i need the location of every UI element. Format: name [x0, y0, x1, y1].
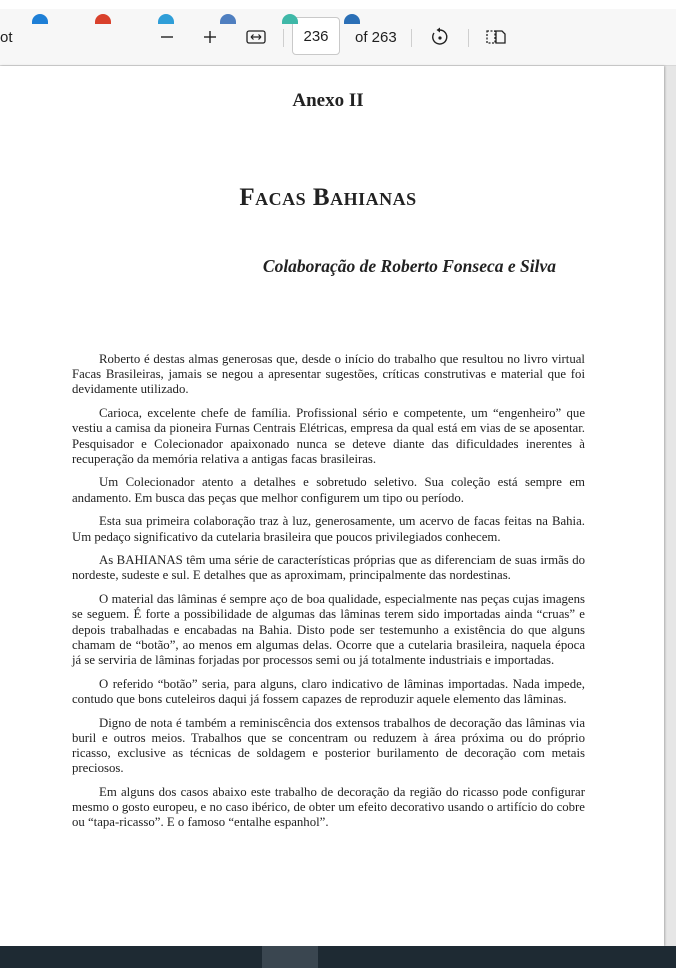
- pdf-page: [0, 66, 664, 946]
- taskbar-app-icon[interactable]: [158, 14, 174, 24]
- chapter-title: Facas Bahianas: [239, 184, 417, 211]
- taskbar-app-icon[interactable]: [95, 14, 111, 24]
- page-view-button[interactable]: [483, 24, 509, 50]
- body-text: [72, 352, 585, 839]
- window-top-strip: [0, 0, 676, 9]
- zoom-out-button[interactable]: [154, 24, 180, 50]
- total-pages-label: of 263: [355, 29, 397, 46]
- paragraph: As BAHIANAS têm uma série de características próprias que as diferenciam de suas irmãs do nordeste, sudeste e sul. E detalhes que as aproximam, principalmente das nordestinas.: [72, 553, 585, 583]
- page-number-input[interactable]: [292, 17, 340, 55]
- rotate-icon: [430, 27, 450, 47]
- taskbar-app-icon[interactable]: [220, 14, 236, 24]
- taskbar-app-icon[interactable]: [32, 14, 48, 24]
- fit-width-icon: [246, 29, 266, 45]
- zoom-in-button[interactable]: [197, 24, 223, 50]
- paragraph: Esta sua primeira colaboração traz à luz, generosamente, um acervo de facas feitas na Bahia. Um pedaço significativo da cutelaria brasileira que poucos privilegiados conhecem.: [72, 514, 585, 544]
- toolbar-divider: [283, 29, 284, 47]
- taskbar-app-icon[interactable]: [282, 14, 298, 24]
- collaboration-line: Colaboração de Roberto Fonseca e Silva: [262, 256, 556, 276]
- paragraph: O referido “botão” seria, para alguns, claro indicativo de lâminas importadas. Nada impede, contudo que bons cuteleiros daqui já fossem capazes de reproduzir aquele elemento das lâminas.: [72, 676, 585, 706]
- paragraph: Em alguns dos casos abaixo este trabalho de decoração da região do ricasso pode configurar mesmo o gosto europeu, e no caso ibérico, de obter um efeito decorativo usando o artifício do cobre ou “tapa-ricasso”. E o famoso “entalhe espanhol”.: [72, 784, 585, 830]
- paragraph: O material das lâminas é sempre aço de boa qualidade, especialmente nas peças cujas imagens se seguem. É forte a possibilidade de algumas das lâminas terem sido importadas ainda “cruas” e depois trabalhadas e encabadas na Bahia. Disto pode ser testemunho a existência do que alguns chamam de “botão”, ao menos em algumas delas. Ocorre que a cutelaria brasileira, naquela época já se serviria de lâminas forjadas por processos semi ou já totalmente industriais e importadas.: [72, 592, 585, 667]
- rotate-button[interactable]: [427, 24, 453, 50]
- taskbar: [0, 946, 676, 968]
- toolbar-divider: [468, 29, 469, 47]
- paragraph: Carioca, excelente chefe de família. Profissional sério e competente, um “engenheiro” que vestiu a camisa da pioneira Furnas Centrais Elétricas, empresa da qual está em vias de se aposentar. Pesquisador e Colecionador apaixonado nunca se deteve diante das dificuldades inerentes à recuperação da memória relativa a antigas facas brasileiras.: [72, 406, 585, 466]
- zoom-out-icon: [159, 29, 175, 45]
- page-view-icon: [485, 28, 507, 46]
- zoom-in-icon: [202, 29, 218, 45]
- fit-width-button[interactable]: [243, 24, 269, 50]
- taskbar-active-app: [262, 946, 318, 968]
- taskbar-app-icon[interactable]: [344, 14, 360, 24]
- paragraph: Um Colecionador atento a detalhes e sobretudo seletivo. Sua coleção está sempre em andamento. Em busca das peças que melhor configurem um tipo ou período.: [72, 475, 585, 505]
- toolbar-divider: [411, 29, 412, 47]
- annex-heading: Anexo II: [292, 90, 364, 111]
- paragraph: Roberto é destas almas generosas que, desde o início do trabalho que resultou no livro virtual Facas Brasileiras, jamais se negou a apresentar sugestões, críticas construtivas e material que foi devidamente utilizado.: [72, 352, 585, 397]
- document-title: ot: [0, 29, 13, 46]
- paragraph: Digno de nota é também a reminiscência dos extensos trabalhos de decoração das lâminas via buril e outros meios. Trabalhos que se concentram ou reduzem à área próxima ou do próprio ricasso, exclusive as técnicas de soldagem e posterior burilamento de decoração com metais preciosos.: [72, 715, 585, 776]
- document-viewport[interactable]: [0, 66, 676, 946]
